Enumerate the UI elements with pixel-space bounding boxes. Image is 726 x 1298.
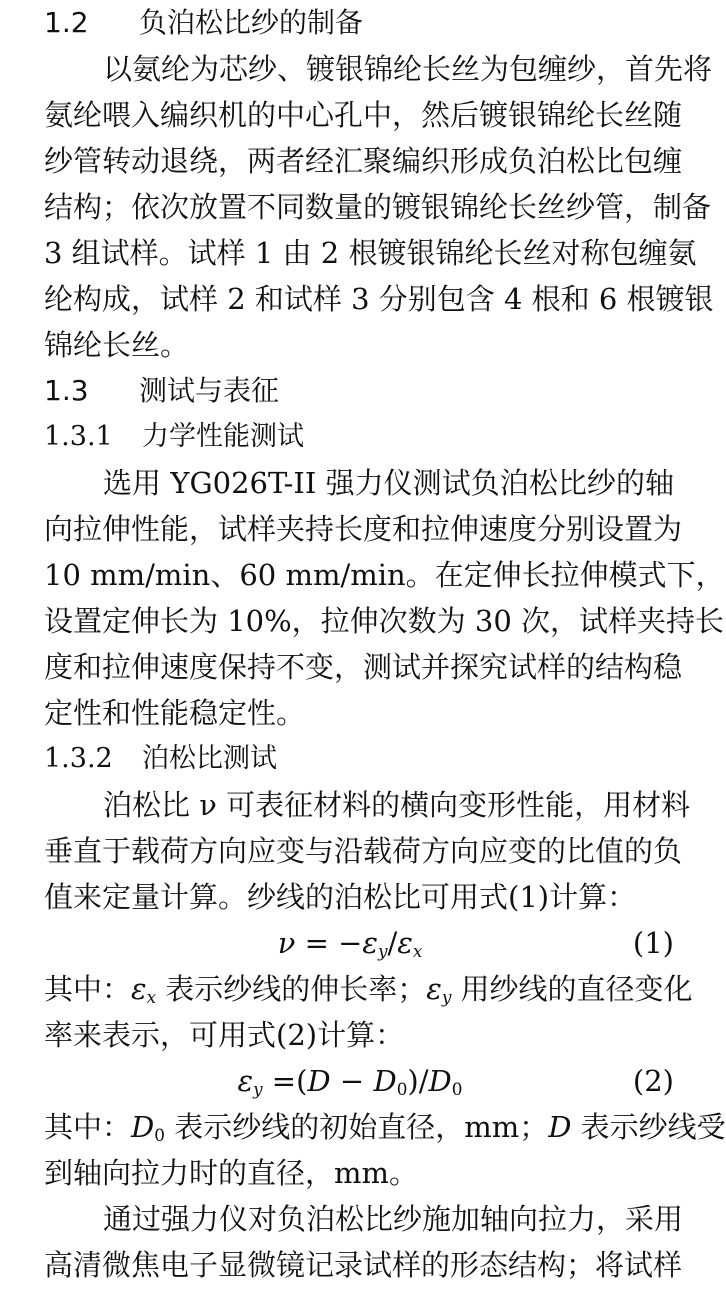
minus-sign: −	[339, 1064, 365, 1098]
division-slash: /	[418, 1064, 429, 1098]
equation-number-2: (2)	[632, 1064, 674, 1098]
section-number: 1.2	[44, 6, 89, 39]
paragraph-line: 纱管转动退绕，两者经汇聚编织形成负泊松比包缠	[44, 144, 683, 178]
paragraph-line: 纶构成，试样 2 和试样 3 分别包含 4 根和 6 根镀银	[44, 282, 714, 316]
paragraph-line: 以氨纶为芯纱、镀银锦纶长丝为包缠纱，首先将	[103, 52, 713, 86]
paragraph-line: 氨纶喂入编织机的中心孔中，然后镀银锦纶长丝随	[44, 98, 683, 132]
paragraph-line: 选用 YG026T-II 强力仪测试负泊松比纱的轴	[103, 466, 674, 500]
paragraph-line: 向拉伸性能，试样夹持长度和拉伸速度分别设置为	[44, 512, 683, 546]
equals-sign: =	[304, 926, 329, 960]
diameter-symbol: D	[548, 1110, 572, 1144]
paragraph-line: 结构；依次放置不同数量的镀银锦纶长丝纱管，制备	[44, 190, 712, 224]
initial-diameter-symbol: D	[131, 1110, 155, 1144]
poisson-symbol: ν	[277, 926, 296, 960]
subscript-zero: 0	[396, 1079, 408, 1100]
equals-sign: =	[271, 1064, 297, 1098]
subscript-y: y	[441, 987, 452, 1008]
text-fragment: 其中：	[44, 1110, 132, 1144]
text-fragment: 用纱线的直径变化	[451, 972, 693, 1006]
epsilon-symbol: ε	[397, 926, 413, 960]
initial-diameter-symbol: D	[428, 1064, 452, 1098]
subsection-title: 泊松比测试	[142, 743, 277, 774]
paragraph-line: 定性和性能稳定性。	[44, 696, 306, 730]
paragraph-line: 值来定量计算。纱线的泊松比可用式(1)计算：	[44, 880, 637, 914]
paragraph-line: 通过强力仪对负泊松比纱施加轴向拉力，采用	[103, 1202, 684, 1236]
section-title: 测试与表征	[139, 374, 280, 407]
section-heading-1-3	[44, 368, 674, 414]
section-heading-1-2	[44, 0, 674, 46]
paragraph-line	[44, 966, 693, 1012]
section-heading-1-3-1	[44, 414, 674, 460]
paragraph-line: 到轴向拉力时的直径，mm。	[44, 1156, 418, 1190]
equation-1	[0, 920, 700, 966]
subscript-zero: 0	[154, 1125, 165, 1146]
diameter-symbol: D	[307, 1064, 331, 1098]
subsection-number: 1.3.2	[44, 743, 113, 774]
paragraph-line: 3 组试样。试样 1 由 2 根镀银锦纶长丝对称包缠氨	[44, 236, 697, 270]
epsilon-symbol: ε	[426, 972, 442, 1006]
section-title: 负泊松比纱的制备	[139, 6, 364, 39]
paragraph-line: 率来表示，可用式(2)计算：	[44, 1018, 405, 1052]
minus-sign: −	[338, 926, 363, 960]
close-paren: )	[407, 1064, 419, 1098]
open-paren: (	[296, 1064, 308, 1098]
paragraph-line: 泊松比 ν 可表征材料的横向变形性能，用材料	[103, 788, 691, 822]
paragraph-line	[44, 1104, 726, 1150]
paragraph-line: 高清微焦电子显微镜记录试样的形态结构；将试样	[44, 1248, 683, 1282]
epsilon-symbol: ε	[362, 926, 378, 960]
paragraph-line: 设置定伸长为 10%，拉伸次数为 30 次，试样夹持长	[44, 604, 725, 638]
subsection-number: 1.3.1	[44, 421, 113, 452]
section-heading-1-3-2	[44, 736, 674, 782]
subscript-y: y	[253, 1079, 263, 1100]
paragraph-line: 度和拉伸速度保持不变，测试并探究试样的结构稳	[44, 650, 683, 684]
paragraph-line: 10 mm/min、60 mm/min。在定伸长拉伸模式下，	[44, 558, 725, 592]
section-number: 1.3	[44, 374, 89, 407]
subscript-y: y	[377, 941, 388, 962]
text-fragment: 表示纱线的伸长率；	[156, 972, 427, 1006]
equation-number-1: (1)	[632, 926, 674, 960]
epsilon-symbol: ε	[237, 1064, 254, 1098]
text-fragment: 表示纱线的初始直径，mm；	[164, 1110, 549, 1144]
initial-diameter-symbol: D	[373, 1064, 397, 1098]
paragraph-line: 锦纶长丝。	[44, 328, 190, 362]
equation-2	[0, 1058, 700, 1104]
subscript-x: x	[146, 987, 157, 1008]
division-slash: /	[387, 926, 398, 960]
subscript-zero: 0	[451, 1079, 463, 1100]
paragraph-line: 垂直于载荷方向应变与沿载荷方向应变的比值的负	[44, 834, 683, 868]
text-fragment: 其中：	[44, 972, 132, 1006]
subscript-x: x	[412, 941, 423, 962]
text-fragment: 表示纱线受	[571, 1110, 726, 1144]
epsilon-symbol: ε	[131, 972, 147, 1006]
subsection-title: 力学性能测试	[142, 421, 304, 452]
